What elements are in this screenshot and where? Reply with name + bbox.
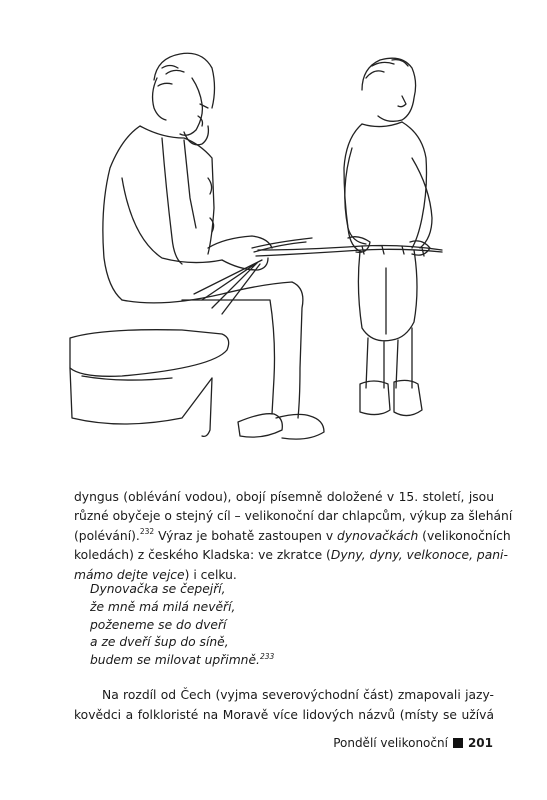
paragraph-1-line-3-mid: Výraz je bohatě zastoupen v <box>154 528 338 543</box>
quote-dyny-end: mámo dejte vejce <box>74 567 185 582</box>
poem-line-5 <box>90 652 274 670</box>
page-number: 201 <box>467 736 493 750</box>
illustration-whip-braiding <box>62 38 482 458</box>
bench-drawing <box>70 330 229 437</box>
poem-line-4: a ze dveří šup do síně, <box>90 635 229 650</box>
footnote-ref-233: 233 <box>259 651 275 661</box>
paragraph-1-line-2: různé obyčeje o stejný cíl – velikonoční dar chlapcům, výkup za šlehání <box>74 509 513 524</box>
running-footer-section: Pondělí velikonoční <box>333 736 448 750</box>
poem-line-5-text: budem se milovat upřimně. <box>90 653 260 668</box>
paragraph-1-line-3-end: (velikonočních <box>418 528 511 543</box>
poem-dynovacka <box>90 581 274 670</box>
paragraph-2 <box>74 685 494 725</box>
footnote-ref-232: 232 <box>139 527 155 537</box>
old-man-drawing <box>103 53 324 439</box>
boy-drawing <box>344 58 432 415</box>
paragraph-1-line-4 <box>74 546 508 565</box>
whip-drawing <box>194 238 442 314</box>
paragraph-1-line-3-start: (polévání). <box>74 528 140 543</box>
paragraph-1-line-5-end: ) i celku. <box>184 567 237 582</box>
footer-square-icon <box>453 738 463 748</box>
paragraph-2-line-1: Na rozdíl od Čech (vyjma severovýchodní část) zmapovali jazy- <box>102 688 494 702</box>
page-footer <box>333 736 493 750</box>
paragraph-1-line-1: dyngus (oblévání vodou), obojí písemně doložené v 15. století, jsou <box>74 490 494 504</box>
term-dynovackach: dynovačkách <box>337 528 419 543</box>
paragraph-1-line-4-start: koledách) z českého Kladska: ve zkratce ( <box>74 548 331 563</box>
paragraph-1-line-3 <box>74 527 511 546</box>
quote-dyny: Dyny, dyny, velkonoce, pani- <box>330 548 508 563</box>
paragraph-2-line-2: kovědci a folkloristé na Moravě více lidových názvů (místy se užívá <box>74 708 494 722</box>
paragraph-1 <box>74 488 513 585</box>
poem-line-2: že mně má milá nevěří, <box>90 599 236 614</box>
poem-line-3: poženeme se do dveří <box>90 617 227 632</box>
poem-line-1: Dynovačka se čepejří, <box>90 582 226 596</box>
